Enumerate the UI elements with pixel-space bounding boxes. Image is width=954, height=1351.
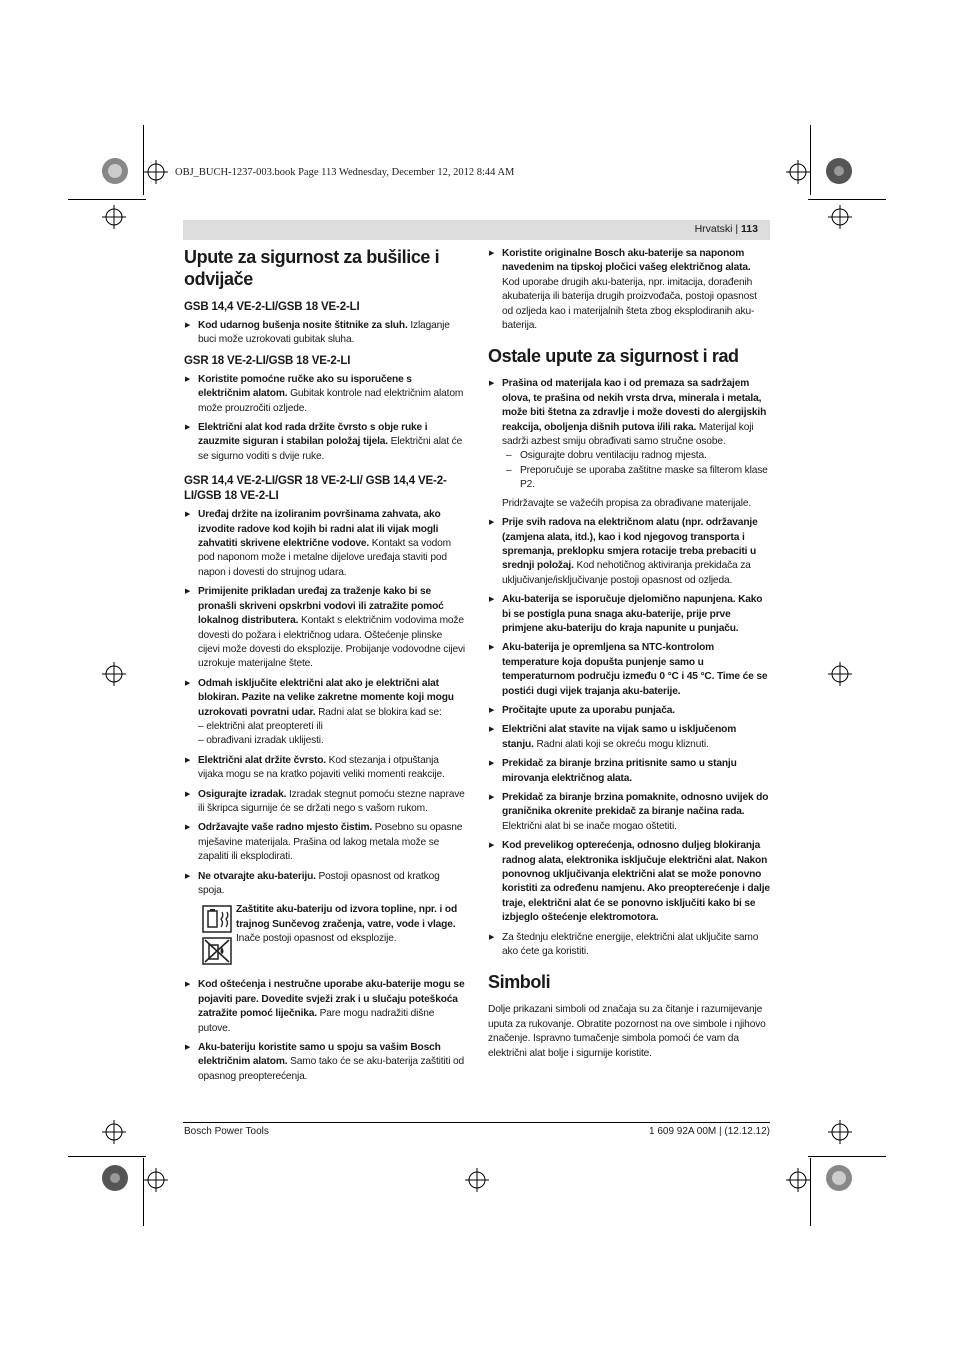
model-heading: GSR 18 VE-2-LI/GSB 18 VE-2-LI [184, 354, 351, 367]
crosshair-icon [786, 160, 810, 184]
section-title: Simboli [488, 972, 551, 993]
safety-item: ▶ Ne otvarajte aku-bateriju. Postoji opasnost od kratkog spoja. [184, 870, 466, 899]
registration-target-icon [824, 156, 854, 186]
safety-item: ▶ Električni alat kod rada držite čvrsto s obje ruke i zauzmite siguran i stabilan položaj tijela. Električni alat će se sigurno voditi s dvije ruke. [184, 421, 466, 464]
crosshair-icon [786, 1168, 810, 1192]
battery-heat-icon [202, 905, 232, 933]
footer-rule [183, 1122, 770, 1123]
crop-mark [808, 1156, 886, 1157]
safety-item: ▶ Prašina od materijala kao i od premaza sa sadržajem olova, te prašina od nekih vrsta drva, minerala i metala, može biti štetna za zdravlje i može dovesti do alergijskih reakcija, oboljenja dišnih putova i/ili raka. Materijal koji sadrži azbest smiju obrađivati samo stručne osobe. – Osigurajte dobru ventilaciju radnog mjesta. – Preporučuje se uporaba zaštitne maske sa filterom klase P2. Pridržavajte se važećih propisa za obrađivane materijale. [488, 377, 770, 511]
safety-item: ▶ Za štednju električne energije, električni alat uključite samo ako ćete ga koristiti. [488, 931, 770, 960]
battery-warning: Zaštitite aku-bateriju od izvora topline, npr. i od trajnog Sunčevog zračenja, vatre, vode i vlage. Inače postoji opasnost od eksplozije. [184, 903, 466, 973]
safety-item: ▶ Uređaj držite na izoliranim površinama zahvata, ako izvodite radove kod kojih bi radni alat ili vijak mogli zahvatiti skrivene električne vodove. Kontakt sa vodom pod naponom može i metalne dijelove uređaja staviti pod napon i dovesti do strujnog udara. [184, 508, 466, 580]
crop-mark [810, 125, 811, 195]
section-title: Ostale upute za sigurnost i rad [488, 346, 739, 367]
footer-left: Bosch Power Tools [184, 1126, 269, 1137]
symbols-intro: Dolje prikazani simboli od značaja su za čitanje i razumijevanje uputa za rukovanje. Obratite pozornost na ove simbole i njihovo značenje. Ispravno tumačenje simbola pomoći će vam da električni alat bolje i sigurnije koristite. [488, 1004, 766, 1059]
model-heading: GSR 14,4 VE-2-LI/GSR 18 VE-2-LI/ GSB 14,4 VE-2-LI/GSB 18 VE-2-LI [184, 475, 447, 503]
sub-item: – električni alat preopteretí ili [198, 720, 323, 732]
safety-item: ▶ Prekidač za biranje brzina pomaknite, odnosno uvijek do graničnika okrenite prekidač za biranje načina rada. Električni alat bi se inače mogao oštetiti. [488, 791, 770, 834]
crosshair-icon [144, 160, 168, 184]
sub-item: – Preporučuje se uporaba zaštitne maske sa filterom klase P2. [502, 464, 770, 493]
left-column [184, 246, 466, 1089]
footer-right: 1 609 92A 00M | (12.12.12) [648, 1126, 770, 1137]
safety-item: ▶ Primijenite prikladan uređaj za traženje kako bi se pronašli skriveni opskrbni vodovi ili zatražite pomoć lokalnog distributera. Kontakt s električnim vodovima može dovesti do požara i električnog udara. Oštećenje plinske cijevi može dovesti do eksplozije. Probijanje vodovodne cijevi uzrokuje materijalne štete. [184, 585, 466, 671]
safety-item: ▶ Odmah isključite električni alat ako je električni alat blokiran. Pazite na velike zakretne momente koji mogu uzrokovati povratni udar. Radni alat se blokira kad se: – električni alat preopteretí ili – obrađivani izradak uklijesti. [184, 677, 466, 749]
safety-item: ▶ Električni alat držite čvrsto. Kod stezanja i otpuštanja vijaka mogu se na kratko pojaviti veliki momenti reakcije. [184, 754, 466, 783]
registration-target-icon [100, 156, 130, 186]
safety-item: ▶ Održavajte vaše radno mjesto čistim. Posebno su opasne mješavine materijala. Prašina od lakog metala može se zapaliti ili eksplodirati. [184, 821, 466, 864]
page-header-bar [183, 220, 770, 240]
crop-mark [810, 1158, 811, 1226]
crosshair-icon [102, 662, 126, 686]
crop-mark [68, 1156, 146, 1157]
safety-item: ▶ Prekidač za biranje brzina pritisnite samo u stanju mirovanja električnog alata. [488, 757, 770, 786]
safety-item: ▶ Aku-baterija se isporučuje djelomično napunjena. Kako bi se postigla puna snaga aku-baterije, prije prve primjene aku-bateriju do kraja napunite u punjaču. [488, 593, 770, 636]
registration-target-icon [100, 1163, 130, 1193]
registration-target-icon [824, 1163, 854, 1193]
right-column [488, 247, 770, 1061]
safety-item: ▶ Kod oštećenja i nestručne uporabe aku-baterije mogu se pojaviti pare. Dovedite svježi zrak i u slučaju poteškoća zatražite pomoć liječnika. Pare mogu nadražiti dišne putove. [184, 978, 466, 1036]
safety-item: ▶ Kod prevelikog opterećenja, odnosno duljeg blokiranja radnog alata, elektronika isključuje električni alat. Nakon ponovnog uključivanja električni alat se može ponovno koristiti za određenu namjenu. Ako preopterećenje i dalje traje, električni alat će se ponovno isključiti kako bi se izbjeglo oštećenje elektromotora. [488, 839, 770, 925]
crosshair-icon [144, 1168, 168, 1192]
safety-item: ▶ Prije svih radova na električnom alatu (npr. održavanje (zamjena alata, itd.), kao i kod njegovog transporta i spremanja, preklopku smjera rotacije treba prebaciti u srednji položaj. Kod nehotičnog aktiviranja prekidača za uključivanje/isključivanje postoji opasnost od ozljeda. [488, 516, 770, 588]
safety-item: ▶ Kod udarnog bušenja nosite štitnike za sluh. Izlaganje buci može uzrokovati gubitak sluha. [184, 319, 466, 348]
note-text: Pridržavajte se važećih propisa za obrađivane materijale. [502, 497, 752, 509]
page-header: Hrvatski | 113 [694, 223, 758, 235]
crop-mark [68, 199, 146, 200]
crosshair-icon [828, 662, 852, 686]
sub-item: – Osigurajte dobru ventilaciju radnog mjesta. [502, 449, 770, 463]
page-number: 113 [741, 223, 758, 235]
safety-item: ▶ Aku-bateriju koristite samo u spoju sa vašim Bosch električnim alatom. Samo tako će se aku-baterija zaštititi od opasnog preopterećenja. [184, 1041, 466, 1084]
battery-water-icon [202, 937, 232, 965]
safety-item: ▶ Aku-baterija je opremljena sa NTC-kontrolom temperature koja dopušta punjenje samo u temperaturnom području između 0 °C i 45 °C. Time će se postići dugi vijek trajanja aku-baterije. [488, 641, 770, 699]
safety-item: ▶ Električni alat stavite na vijak samo u isključenom stanju. Radni alati koji se okreću mogu kliznuti. [488, 723, 770, 752]
safety-item: ▶ Koristite pomoćne ručke ako su isporučene s električnim alatom. Gubitak kontrole nad električnim alatom može prouzročiti ozljede. [184, 373, 466, 416]
section-title: Upute za sigurnost za bušilice i odvijače [184, 247, 440, 289]
safety-item: ▶ Pročitajte upute za uporabu punjača. [488, 704, 770, 718]
crosshair-icon [102, 205, 126, 229]
crosshair-icon [465, 1168, 489, 1192]
print-info-line: OBJ_BUCH-1237-003.book Page 113 Wednesday, December 12, 2012 8:44 AM [175, 167, 515, 178]
safety-item: ▶ Koristite originalne Bosch aku-baterije sa naponom navedenim na tipskoj pločici vašeg električnog alata. Kod uporabe drugih aku-baterija, npr. imitacija, dorađenih akubaterija ili baterija drugih proizvođača, postoji opasnost od ozljeda kao i materijalnih šteta zbog eksplodiranih aku-baterija. [488, 247, 770, 333]
model-heading: GSB 14,4 VE-2-LI/GSB 18 VE-2-LI [184, 301, 360, 313]
safety-item: ▶ Osigurajte izradak. Izradak stegnut pomoću stezne naprave ili škripca sigurnije će se držati nego s vašom rukom. [184, 788, 466, 817]
header-language: Hrvatski [694, 223, 733, 235]
crosshair-icon [828, 1120, 852, 1144]
crop-mark [808, 199, 886, 200]
crosshair-icon [828, 205, 852, 229]
sub-item: – obrađivani izradak uklijesti. [198, 735, 324, 747]
crosshair-icon [102, 1120, 126, 1144]
